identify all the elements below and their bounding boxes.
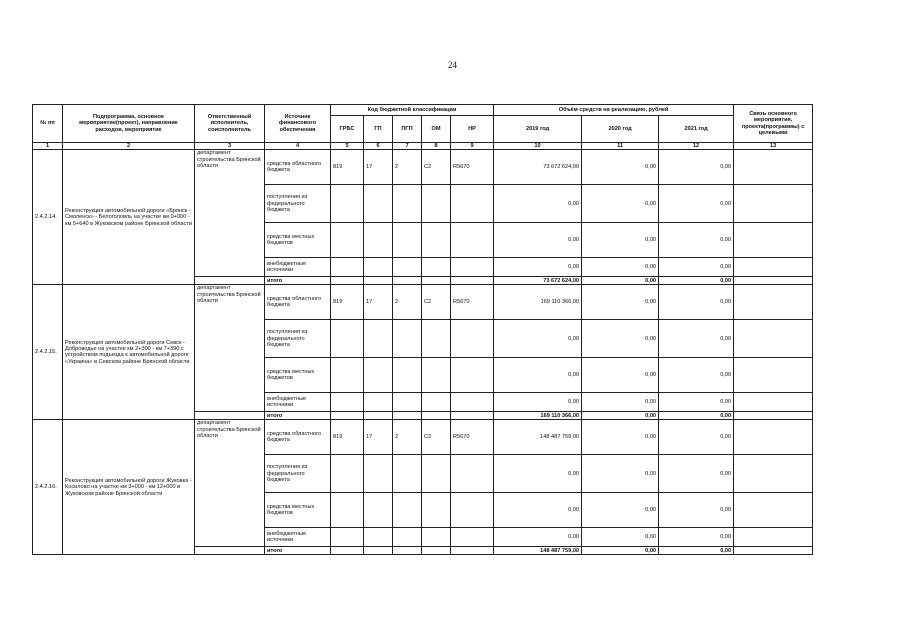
source-label: средства местных бюджетов [265,493,331,528]
code-empty [422,455,451,493]
source-label: поступления из федерального бюджета [265,455,331,493]
link-cell [734,223,813,258]
code-nr: R5670 [451,285,494,320]
amount-cell: 0,00 [659,223,734,258]
source-label: средства местных бюджетов [265,358,331,393]
column-number: 6 [364,143,393,150]
header-year-2020: 2020 год [582,116,659,143]
code-empty [331,455,364,493]
amount-cell: 0,00 [494,358,582,393]
amount-cell: 0,00 [582,420,659,455]
header-om: ОМ [422,116,451,143]
code-empty [393,258,422,277]
amount-cell: 0,00 [582,455,659,493]
code-empty [393,528,422,547]
row-executor-empty [195,277,265,285]
code-empty [364,277,393,285]
amount-cell: 0,00 [659,258,734,277]
column-numbers-row [33,143,813,150]
header-budget-code: Код бюджетной классификации [331,105,494,116]
amount-cell: 0,00 [494,320,582,358]
amount-cell: 0,00 [582,150,659,185]
amount-cell: 0,00 [582,223,659,258]
link-cell [734,285,813,320]
code-empty [422,277,451,285]
code-empty [331,320,364,358]
amount-cell: 0,00 [659,185,734,223]
source-label: итого [265,547,331,555]
link-cell [734,320,813,358]
header-year-2019: 2019 год [494,116,582,143]
code-empty [393,358,422,393]
code-empty [331,393,364,412]
code-gp: 17 [364,420,393,455]
amount-cell: 0,00 [494,493,582,528]
header-grbs: ГРБС [331,116,364,143]
amount-cell: 0,00 [659,150,734,185]
code-empty [422,493,451,528]
column-number: 8 [422,143,451,150]
source-label: средства областного бюджета [265,150,331,185]
link-cell [734,412,813,420]
column-number: 7 [393,143,422,150]
amount-cell: 0,00 [494,258,582,277]
code-empty [393,393,422,412]
source-label: внебюджетные источники [265,393,331,412]
amount-cell: 0,00 [494,528,582,547]
row-index: 2.4.2.16. [33,420,63,555]
header-link: Связь основного мероприятия, проекта(программы) с целевыми [734,105,813,143]
amount-cell: 148 487 759,00 [494,547,582,555]
code-empty [364,358,393,393]
amount-cell: 0,00 [582,285,659,320]
code-empty [331,358,364,393]
code-nr: R5670 [451,420,494,455]
link-cell [734,185,813,223]
code-empty [422,258,451,277]
code-empty [422,528,451,547]
code-empty [451,277,494,285]
amount-cell: 0,00 [659,528,734,547]
link-cell [734,393,813,412]
link-cell [734,358,813,393]
row-executor: департамент строительства Брянской области [195,285,265,412]
code-empty [451,493,494,528]
amount-cell: 0,00 [582,320,659,358]
amount-cell: 0,00 [659,412,734,420]
link-cell [734,420,813,455]
source-label: средства местных бюджетов [265,223,331,258]
code-empty [393,455,422,493]
row-executor: департамент строительства Брянской области [195,420,265,547]
code-grbs: 819 [331,285,364,320]
header-gp: ГП [364,116,393,143]
amount-cell: 0,00 [582,277,659,285]
amount-cell: 0,00 [582,412,659,420]
table-row [33,285,813,320]
code-empty [364,455,393,493]
header-num: № пп [33,105,63,143]
amount-cell: 0,00 [582,358,659,393]
code-grbs: 819 [331,150,364,185]
column-number: 11 [582,143,659,150]
header-nr: НР [451,116,494,143]
column-number: 2 [63,143,195,150]
amount-cell: 0,00 [659,493,734,528]
row-executor: департамент строительства Брянской области [195,150,265,277]
code-empty [393,277,422,285]
code-empty [451,393,494,412]
code-empty [364,185,393,223]
header-executor: Ответственный исполнитель, соисполнитель [195,105,265,143]
column-number: 12 [659,143,734,150]
amount-cell: 0,00 [659,358,734,393]
code-empty [331,277,364,285]
code-empty [364,528,393,547]
amount-cell: 148 487 759,00 [494,420,582,455]
code-empty [364,412,393,420]
amount-cell: 0,00 [582,185,659,223]
code-empty [393,320,422,358]
source-label: поступления из федерального бюджета [265,320,331,358]
amount-cell: 0,00 [494,185,582,223]
column-number: 3 [195,143,265,150]
row-index: 2.4.2.15. [33,285,63,420]
row-index: 2.4.2.14. [33,150,63,285]
table-row [33,420,813,455]
code-empty [331,493,364,528]
amount-cell: 0,00 [494,223,582,258]
link-cell [734,493,813,528]
code-empty [451,185,494,223]
source-label: внебюджетные источники [265,528,331,547]
amount-cell: 0,00 [659,393,734,412]
code-empty [393,493,422,528]
code-empty [422,358,451,393]
code-empty [451,358,494,393]
code-empty [364,393,393,412]
header-volume: Объём средств на реализацию, рублей [494,105,734,116]
code-empty [451,412,494,420]
amount-cell: 0,00 [582,258,659,277]
header-year-2021: 2021 год [659,116,734,143]
code-empty [393,412,422,420]
code-empty [451,528,494,547]
amount-cell: 73 672 624,00 [494,150,582,185]
amount-cell: 0,00 [582,493,659,528]
code-empty [331,528,364,547]
row-description: Реконструкция автомобильной дороги Жуковка - Косилово на участке км 3+000 - км 12+000 в Жуковском районе Брянской области [63,420,195,555]
link-cell [734,528,813,547]
code-om: С2 [422,150,451,185]
column-number: 9 [451,143,494,150]
code-empty [364,223,393,258]
code-pgp: 2 [393,285,422,320]
code-empty [393,185,422,223]
code-empty [331,412,364,420]
code-empty [331,223,364,258]
link-cell [734,455,813,493]
link-cell [734,150,813,185]
source-label: средства областного бюджета [265,285,331,320]
source-label: итого [265,412,331,420]
column-number: 10 [494,143,582,150]
source-label: итого [265,277,331,285]
amount-cell: 169 110 366,00 [494,285,582,320]
code-empty [422,223,451,258]
amount-cell: 0,00 [582,393,659,412]
column-number: 4 [265,143,331,150]
amount-cell: 73 672 624,00 [494,277,582,285]
code-empty [451,258,494,277]
code-empty [331,547,364,555]
code-empty [364,493,393,528]
link-cell [734,258,813,277]
code-gp: 17 [364,285,393,320]
code-pgp: 2 [393,150,422,185]
amount-cell: 0,00 [494,455,582,493]
code-empty [364,547,393,555]
budget-table [32,104,813,555]
code-grbs: 819 [331,420,364,455]
amount-cell: 0,00 [659,420,734,455]
header-source: Источник финансового обеспечения [265,105,331,143]
row-description: Реконструкция автомобильной дороги Севск - Доброводье на участке км 2+300 - км 7+390 с устройством подъезда к автомобильной дороге «Украина» в Севском районе Брянской области [63,285,195,420]
amount-cell: 0,00 [659,455,734,493]
amount-cell: 0,00 [659,547,734,555]
code-empty [451,547,494,555]
code-pgp: 2 [393,420,422,455]
page-number: 24 [448,60,457,70]
row-executor-empty [195,412,265,420]
row-description: Реконструкция автомобильной дороги «Брянск - Смоленск» - Белоголовль на участке км 0+000 - км 5+640 в Жуковском районе Брянской области [63,150,195,285]
column-number: 5 [331,143,364,150]
code-empty [451,223,494,258]
code-empty [422,412,451,420]
code-empty [422,185,451,223]
code-empty [364,258,393,277]
source-label: внебюджетные источники [265,258,331,277]
column-number: 1 [33,143,63,150]
code-empty [422,547,451,555]
amount-cell: 0,00 [494,393,582,412]
row-executor-empty [195,547,265,555]
code-om: С2 [422,285,451,320]
table-header [33,105,813,150]
code-om: С2 [422,420,451,455]
table-body [33,150,813,555]
code-empty [393,223,422,258]
amount-cell: 0,00 [582,528,659,547]
code-empty [364,320,393,358]
code-empty [422,393,451,412]
header-program: Подпрограмма, основное мероприятие(проект), направление расходов, мероприятие [63,105,195,143]
code-empty [422,320,451,358]
code-empty [451,320,494,358]
source-label: средства областного бюджета [265,420,331,455]
column-number: 13 [734,143,813,150]
source-label: поступления из федерального бюджета [265,185,331,223]
amount-cell: 0,00 [582,547,659,555]
header-pgp: ПГП [393,116,422,143]
code-gp: 17 [364,150,393,185]
amount-cell: 0,00 [659,277,734,285]
code-empty [331,185,364,223]
code-nr: R5670 [451,150,494,185]
amount-cell: 0,00 [659,320,734,358]
link-cell [734,277,813,285]
table-row [33,150,813,185]
code-empty [331,258,364,277]
amount-cell: 169 110 366,00 [494,412,582,420]
link-cell [734,547,813,555]
code-empty [451,455,494,493]
amount-cell: 0,00 [659,285,734,320]
code-empty [393,547,422,555]
